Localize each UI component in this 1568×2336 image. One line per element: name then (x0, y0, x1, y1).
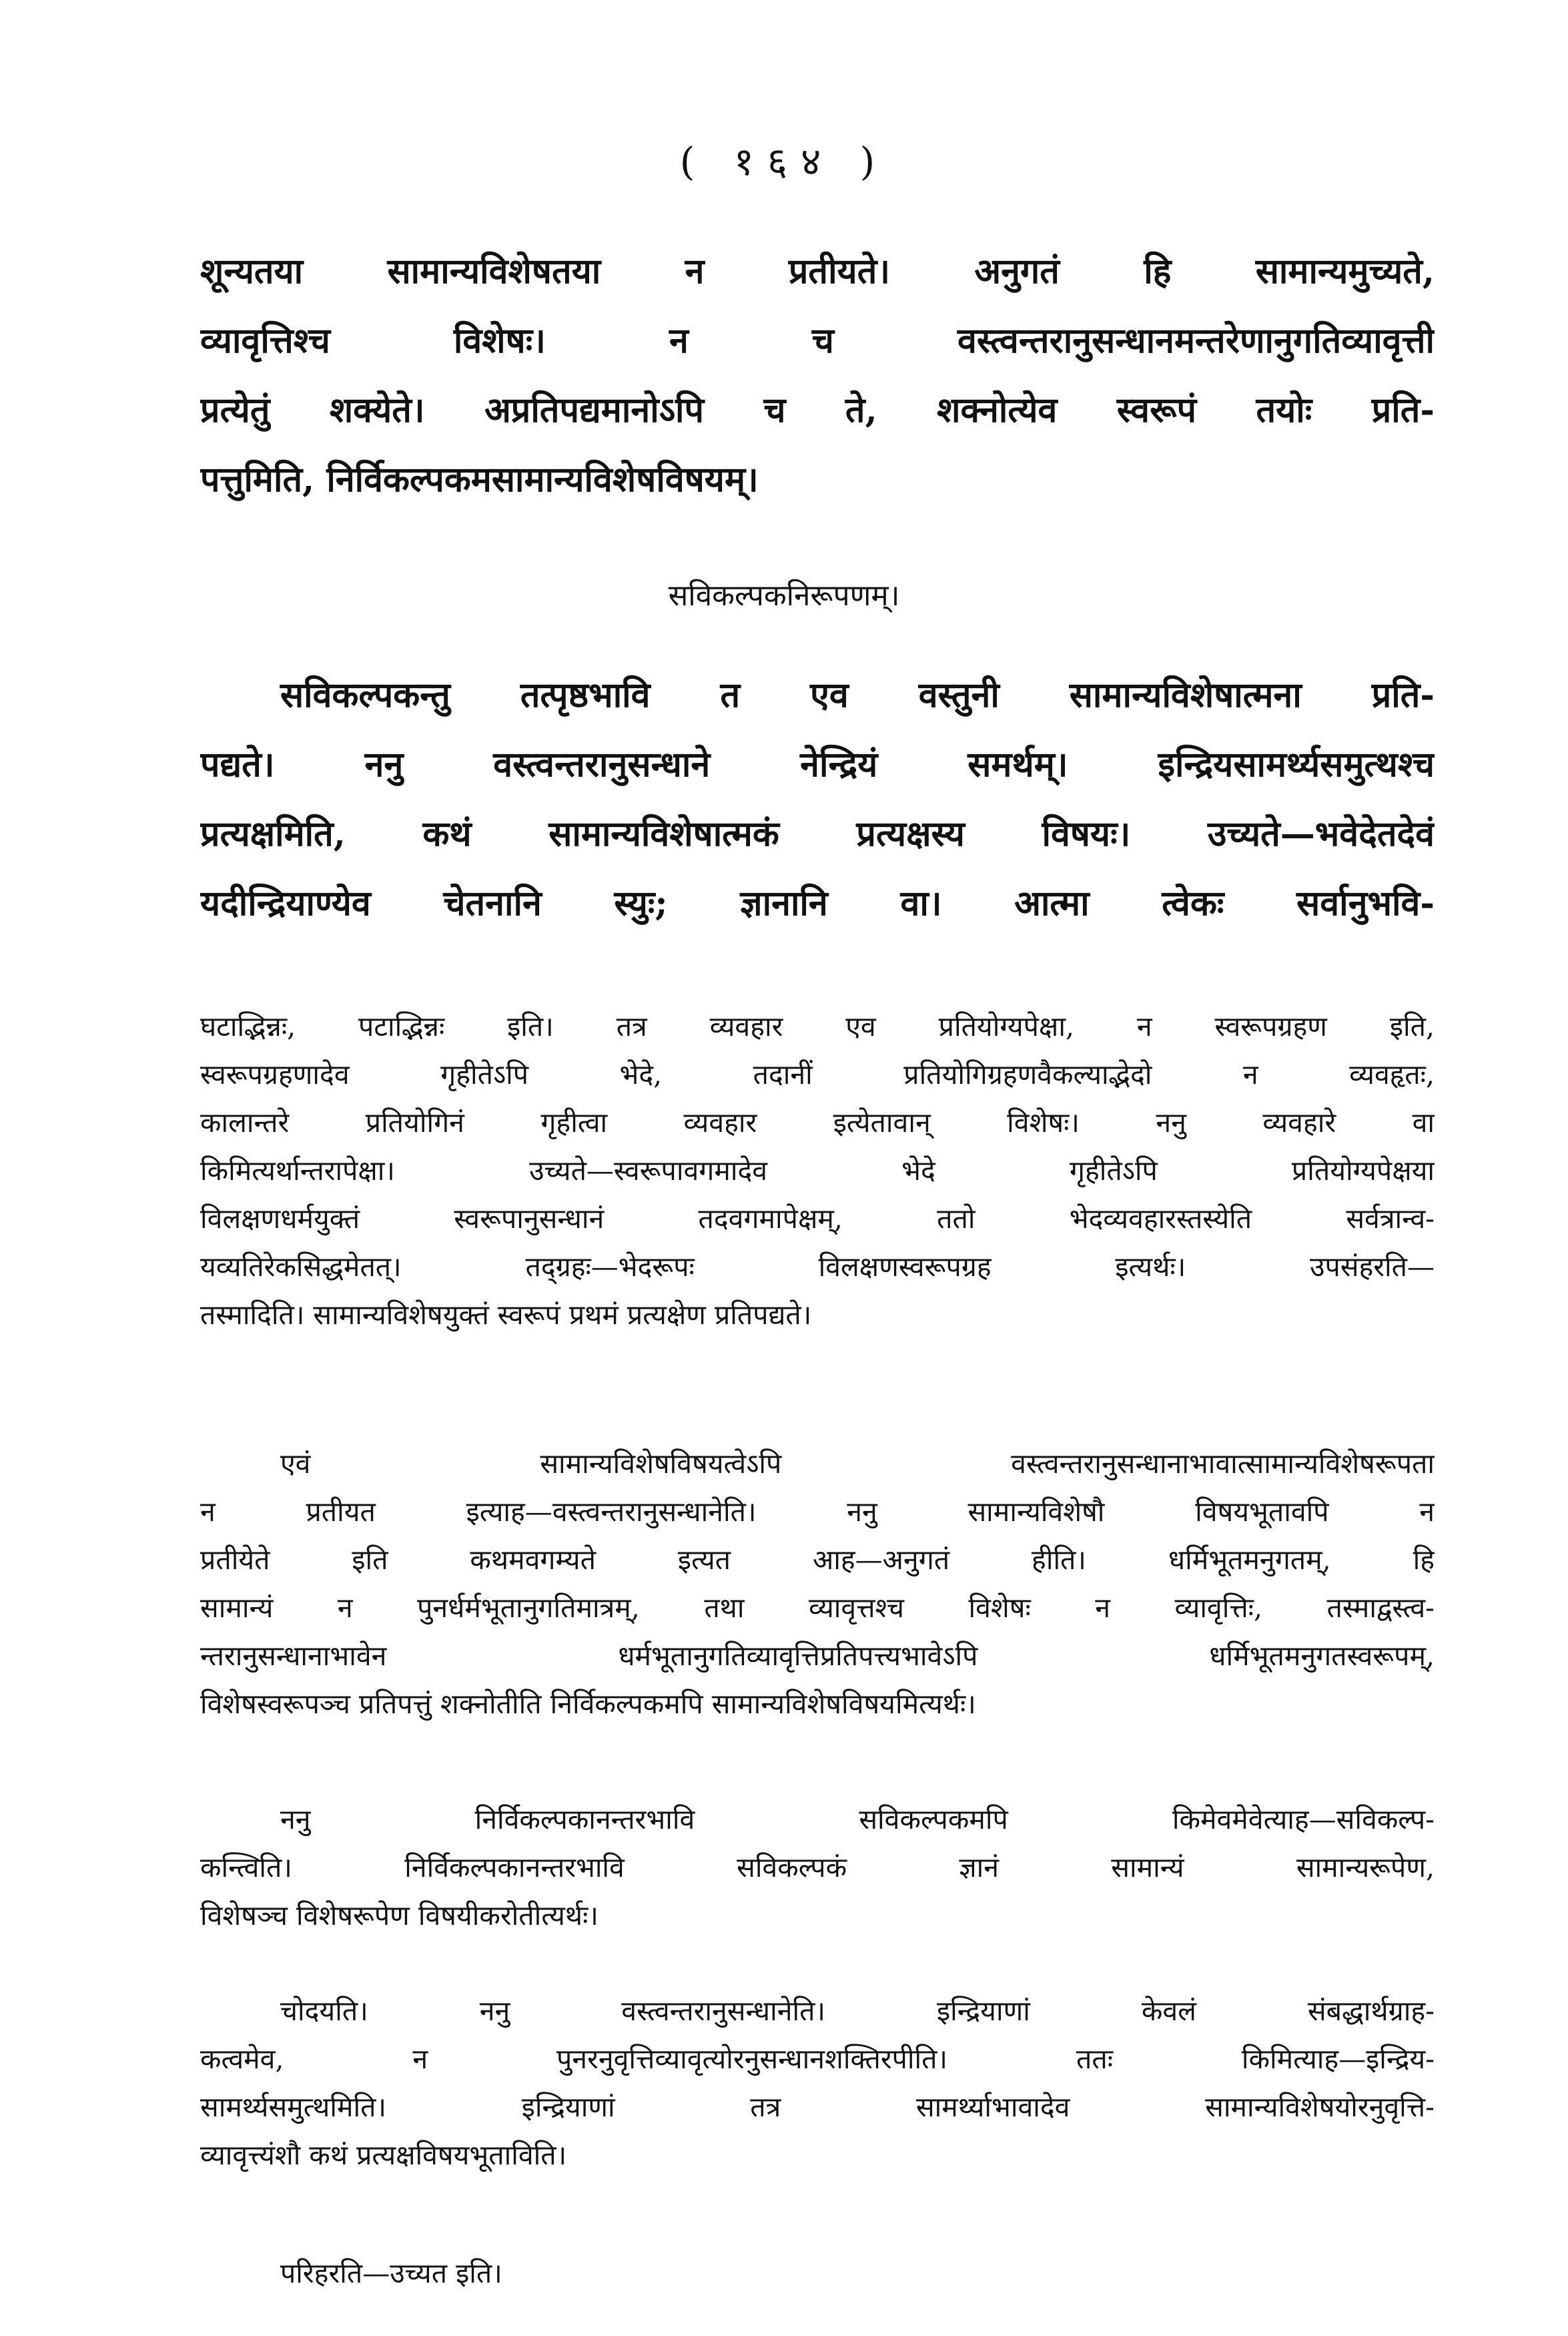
commentary-paragraph-5 (200, 2249, 1435, 2297)
commentary-line: चोदयति। ननु वस्त्वन्तरानुसन्धानेति। इन्द्रियाणां केवलं संबद्धार्थग्राह- (280, 1995, 1435, 2027)
commentary-line: स्वरूपग्रहणादेव गृहीतेऽपि भेदे, तदानीं प्रतियोगिग्रहणवैकल्याद्भेदो न व्यवहृतः, (200, 1059, 1435, 1091)
commentary-line: न प्रतीयत इत्याह—वस्त्वन्तरानुसन्धानेति। ननु सामान्यविशेषौ विषयभूतावपि न (200, 1496, 1435, 1528)
page-number: ( १६४ ) (679, 139, 889, 184)
verse-block-2 (200, 661, 1435, 938)
commentary-line: कत्वमेव, न पुनरनुवृत्तिव्यावृत्योरनुसन्धानशक्तिरपीति। ततः किमित्याह—इन्द्रिय- (200, 2043, 1435, 2075)
commentary-line: कालान्तरे प्रतियोगिनं गृहीत्वा व्यवहार इत्येतावान् विशेषः। ननु व्यवहारे वा (200, 1107, 1435, 1139)
commentary-line: एवं सामान्यविशेषविषयत्वेऽपि वस्त्वन्तरानुसन्धानाभावात्सामान्यविशेषरूपता (280, 1448, 1435, 1480)
commentary-paragraph-3 (200, 1795, 1435, 1940)
commentary-line: व्यावृत्त्यंशौ कथं प्रत्यक्षविषयभूताविति। (200, 2139, 567, 2171)
commentary-line: सामर्थ्यसमुत्थमिति। इन्द्रियाणां तत्र सामर्थ्याभावादेव सामान्यविशेषयोरनुवृत्ति- (200, 2091, 1435, 2123)
commentary-paragraph-2 (200, 1440, 1435, 1728)
commentary-line: प्रतीयेते इति कथमवगम्यते इत्यत आह—अनुगतं हीति। धर्मिभूतमनुगतम्, हि (200, 1544, 1435, 1576)
commentary-line: विशेषञ्च विशेषरूपेण विषयीकरोतीत्यर्थः। (200, 1900, 599, 1932)
commentary-paragraph-1 (200, 1002, 1435, 1339)
commentary-line: तस्मादिति। सामान्यविशेषयुक्तं स्वरूपं प्रथमं प्रत्यक्षेण प्रतिपद्यते। (200, 1299, 812, 1331)
section-heading: सविकल्पकनिरूपणम्। (668, 579, 900, 613)
verse-line: व्यावृत्तिश्च विशेषः। न च वस्त्वन्तरानुसन्धानमन्तरेणानुगतिव्यावृत्ती (200, 320, 1435, 361)
verse-line: पद्यते। ननु वस्त्वन्तरानुसन्धाने नेन्द्रियं समर्थम्। इन्द्रियसामर्थ्यसमुत्थश्च (200, 744, 1435, 785)
commentary-line: सामान्यं न पुनर्धर्मभूतानुगतिमात्रम्, तथा व्यावृत्तश्च विशेषः न व्यावृत्तिः, तस्माद्वस्त्व- (200, 1592, 1435, 1624)
commentary-line: विलक्षणधर्मयुक्तं स्वरूपानुसन्धानं तदवगमापेक्षम्, ततो भेदव्यवहारस्तस्येति सर्वत्रान्व- (200, 1203, 1435, 1235)
commentary-line: परिहरति—उच्यत इति। (280, 2257, 502, 2289)
commentary-paragraph-4 (200, 1987, 1435, 2179)
commentary-line: कन्त्विति। निर्विकल्पकानन्तरभावि सविकल्पकं ज्ञानं सामान्यं सामान्यरूपेण, (200, 1851, 1435, 1883)
verse-line: यदीन्द्रियाण्येव चेतनानि स्युः; ज्ञानानि वा। आत्मा त्वेकः सर्वानुभवि- (200, 883, 1435, 924)
verse-line: शून्यतया सामान्यविशेषतया न प्रतीयते। अनुगतं हि सामान्यमुच्यते, (200, 251, 1435, 292)
verse-block-1 (200, 237, 1435, 515)
commentary-line: घटाद्भिन्नः, पटाद्भिन्नः इति। तत्र व्यवहार एव प्रतियोग्यपेक्षा, न स्वरूपग्रहण इति, (200, 1010, 1435, 1043)
verse-line: प्रत्यक्षमिति, कथं सामान्यविशेषात्मकं प्रत्यक्षस्य विषयः। उच्यते—भवेदेतदेवं (200, 814, 1435, 854)
verse-line: प्रत्येतुं शक्येते। अप्रतिपद्यमानोऽपि च ते, शक्नोत्येव स्वरूपं तयोः प्रति- (200, 390, 1435, 430)
verse-line: पत्तुमिति, निर्विकल्पकमसामान्यविशेषविषयम्। (200, 459, 759, 500)
commentary-line: ननु निर्विकल्पकानन्तरभावि सविकल्पकमपि किमेवमेवेत्याह—सविकल्प- (280, 1803, 1435, 1835)
commentary-line: यव्यतिरेकसिद्धमेतत्। तद्ग्रहः—भेदरूपः विलक्षणस्वरूपग्रह इत्यर्थः। उपसंहरति— (200, 1251, 1435, 1283)
commentary-line: किमित्यर्थान्तरापेक्षा। उच्यते—स्वरूपावगमादेव भेदे गृहीतेऽपि प्रतियोग्यपेक्षया (200, 1155, 1435, 1187)
commentary-line: विशेषस्वरूपञ्च प्रतिपत्तुं शक्नोतीति निर्विकल्पकमपि सामान्यविशेषविषयमित्यर्थः। (200, 1688, 976, 1720)
commentary-line: न्तरानुसन्धानाभावेन धर्मभूतानुगतिव्यावृत्तिप्रतिपत्त्यभावेऽपि धर्मिभूतमनुगतस्वरूपम्, (200, 1640, 1435, 1672)
verse-line: सविकल्पकन्तु तत्पृष्ठभावि त एव वस्तुनी सामान्यविशेषात्मना प्रति- (280, 675, 1435, 715)
